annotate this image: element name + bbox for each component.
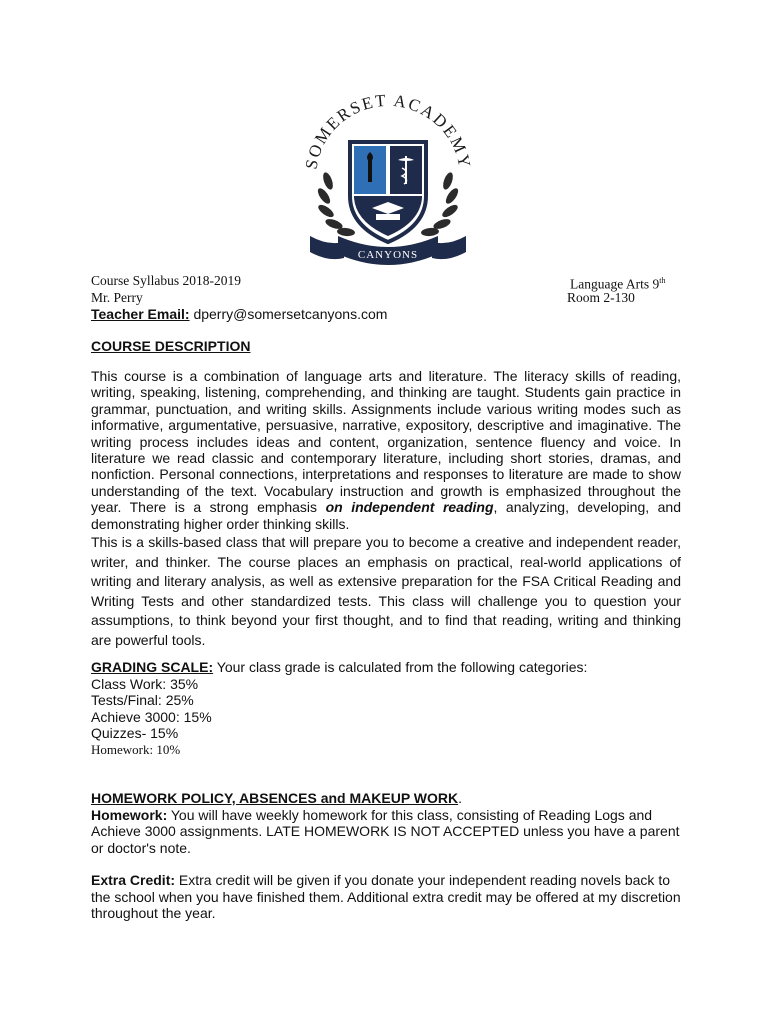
- grading-intro: Your class grade is calculated from the following categories:: [213, 659, 588, 675]
- grading-item: Tests/Final: 25%: [91, 692, 194, 708]
- extra-credit-text: Extra credit will be given if you donate your independent reading novels back to the school when you have finished them. Additional extra credit may be offered at my discretion throughout the year.: [91, 872, 681, 921]
- extra-credit-label: Extra Credit:: [91, 872, 176, 888]
- p1-emphasis: on independent reading: [325, 499, 494, 516]
- homework-title-end: .: [458, 790, 463, 806]
- logo-school-name: SOMERSET ACADEMY: [301, 90, 475, 171]
- teacher-name: Mr. Perry: [91, 290, 143, 305]
- homework-heading-line: [91, 790, 681, 807]
- course-description-paragraph-2: This is a skills-based class that will prepare you to become a creative and independent reader, writer, and thinker. The course places an emphasis on practical, real-world applications of writing and literary analysis, as well as extensive preparation for the FSA Critical Reading and Writing Tests and other standardized tests. This class will challenge you to question your assumptions, to think beyond your first thought, and to find that reading, writing and thinking are powerful tools.: [91, 534, 681, 648]
- teacher-email-line: [91, 306, 387, 322]
- grading-item: Class Work: 35%: [91, 675, 199, 692]
- crest-shield-icon: [350, 142, 426, 242]
- homework-text: You will have weekly homework for this class, consisting of Reading Logs and Achieve 3000 assignments. LATE HOMEWORK IS NOT ACCEPTED unless you have a parent or doctor's note.: [91, 806, 680, 856]
- room-number: Room 2-130: [567, 290, 635, 305]
- homework-paragraph: [91, 807, 681, 857]
- logo-campus-name: CANYONS: [357, 249, 419, 261]
- subject-text: Language Arts 9: [570, 276, 660, 292]
- course-description-heading: COURSE DESCRIPTION: [91, 338, 251, 354]
- p1-text-a: This course is a combination of language arts and literature. The literacy skills of reading, writing, speaking, listening, comprehending, and thinking are taught. Students gain practice in grammar, punctuation, and writing skills. Assignments include various writing modes such as informative, argumentative, persuasive, narrative, expository, descriptive and imaginative. The writing process includes ideas and content, organization, sentence fluency and voice. In literature we read classic and contemporary literature, including short stories, dramas, and nonfiction. Personal connections, interpretations and responses to literature are made to show understanding of the text. Vocabulary instruction and growth is emphasized throughout the year. There is a strong emphasis: [91, 368, 681, 516]
- subject-sup: th: [659, 276, 666, 285]
- grading-scale: [91, 659, 587, 758]
- teacher-email[interactable]: dperry@somersetcanyons.com: [189, 306, 388, 322]
- homework-policy: [91, 790, 681, 856]
- homework-policy-title: HOMEWORK POLICY, ABSENCES and MAKEUP WORK: [91, 790, 459, 806]
- homework-label: Homework:: [91, 806, 168, 823]
- grading-item: Achieve 3000: 15%: [91, 708, 212, 725]
- course-description-paragraph-1: [91, 368, 681, 532]
- grading-item: Homework: 10%: [91, 741, 181, 757]
- grading-heading-line: [91, 659, 587, 676]
- p1-text-b: , analyzing, developing, and demonstrating higher order thinking skills.: [91, 499, 682, 532]
- school-logo: [288, 86, 488, 266]
- email-label: Teacher Email:: [91, 306, 190, 322]
- grading-item: Quizzes- 15%: [91, 725, 179, 741]
- grading-title: GRADING SCALE:: [91, 659, 214, 675]
- course-title: Course Syllabus 2018-2019: [91, 273, 241, 288]
- extra-credit: [91, 872, 681, 922]
